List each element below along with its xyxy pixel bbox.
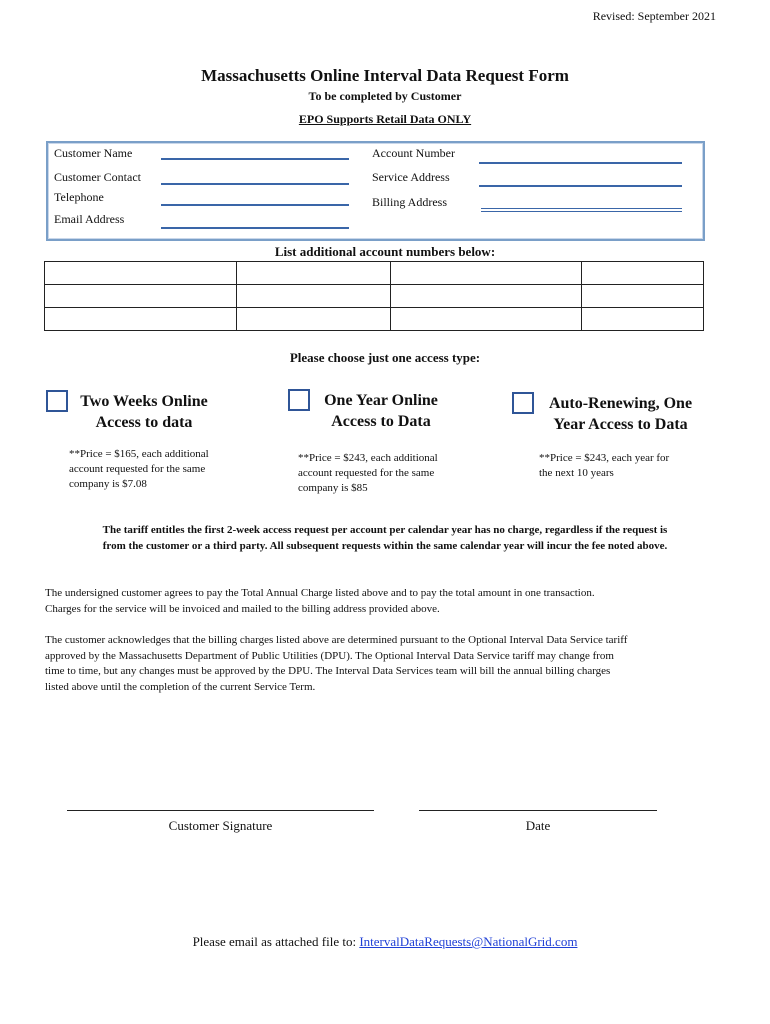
two-weeks-price [69,447,209,492]
tariff-note [40,522,730,554]
paragraph-line: The undersigned customer agrees to pay the Total Annual Charge listed above and to pay the total amount in one transaction. [45,587,595,599]
form-subtitle: To be completed by Customer [308,89,462,103]
customer-contact-label: Customer Contact [54,170,141,184]
email-link[interactable]: IntervalDataRequests@NationalGrid.com [359,934,578,949]
paragraph-line: approved by the Massachusetts Department of Public Utilities (DPU). The Optional Interval Data Service tariff may change from [45,649,614,662]
table-row [45,285,704,308]
service-address-label: Service Address [372,170,450,184]
email-instruction [0,934,770,950]
price-line: account requested for the same [298,467,435,479]
revision-date: Revised: September 2021 [592,9,716,23]
customer-contact-field[interactable] [161,172,349,185]
agreement-paragraph-1 [45,586,735,617]
additional-accounts-heading: List additional account numbers below: [274,244,496,259]
email-address-field[interactable] [161,216,349,229]
account-cell[interactable] [582,285,704,308]
email-address-label: Email Address [54,212,125,226]
account-cell[interactable] [582,262,704,285]
paragraph-line: The customer acknowledges that the billing charges listed above are determined pursuant to the Optional Interval Data Service tariff [45,634,628,646]
access-type-heading: Please choose just one access type: [289,350,481,365]
account-cell[interactable] [45,262,237,285]
email-prefix: Please email as attached file to: [192,934,360,949]
date-line[interactable] [419,810,657,811]
paragraph-line: listed above until the completion of the current Service Term. [45,680,316,693]
option-title-line: Year Access to Data [553,416,688,433]
price-line: company is $7.08 [69,478,147,490]
form-title: Massachusetts Online Interval Data Request Form [201,66,569,85]
account-cell[interactable] [45,285,237,308]
account-cell[interactable] [391,308,582,331]
option-title-line: Two Weeks Online [80,393,208,410]
account-cell[interactable] [391,262,582,285]
auto-renewing-option-title [528,393,713,435]
one-year-price [298,451,438,496]
account-cell[interactable] [236,262,391,285]
customer-name-field[interactable] [161,147,349,160]
date-label: Date [525,818,551,833]
paragraph-line: Charges for the service will be invoiced and mailed to the billing address provided above. [45,602,440,615]
auto-renewing-price [539,451,669,481]
one-year-option-title [298,390,464,432]
billing-address-label: Billing Address [372,195,448,209]
service-address-field[interactable] [479,174,682,187]
account-number-label: Account Number [372,146,455,160]
account-cell[interactable] [236,308,391,331]
account-cell[interactable] [391,285,582,308]
table-row [45,262,704,285]
tariff-line: The tariff entitles the first 2-week access request per account per calendar year has no charge, regardless if the request is [102,524,668,536]
telephone-field[interactable] [161,195,349,206]
price-line: the next 10 years [539,467,614,479]
paragraph-line: time to time, but any changes must be approved by the DPU. The Interval Data Services team will bill the annual billing charges [45,665,611,677]
price-line: **Price = $243, each additional [298,452,438,464]
option-title-line: Access to Data [331,413,431,430]
account-number-field[interactable] [479,151,682,164]
account-cell[interactable] [45,308,237,331]
signature-label: Customer Signature [168,818,273,833]
billing-address-field[interactable] [481,198,682,212]
price-line: **Price = $243, each year for [539,452,670,464]
telephone-label: Telephone [54,190,104,204]
price-line: company is $85 [298,482,368,494]
agreement-paragraph-2 [45,633,735,695]
option-title-line: Auto-Renewing, One [548,395,693,412]
signature-line[interactable] [67,810,374,811]
customer-name-label: Customer Name [54,146,133,160]
option-title-line: One Year Online [324,392,438,409]
account-cell[interactable] [582,308,704,331]
tariff-line: from the customer or a third party. All subsequent requests within the same calendar year will incur the fee noted above. [102,540,668,552]
additional-accounts-table [44,261,704,331]
price-line: **Price = $165, each additional [69,448,209,460]
two-weeks-option-title [60,391,228,433]
table-row [45,308,704,331]
option-title-line: Access to data [95,414,193,431]
account-cell[interactable] [236,285,391,308]
price-line: account requested for the same [69,463,206,475]
epo-note: EPO Supports Retail Data ONLY [298,112,472,126]
